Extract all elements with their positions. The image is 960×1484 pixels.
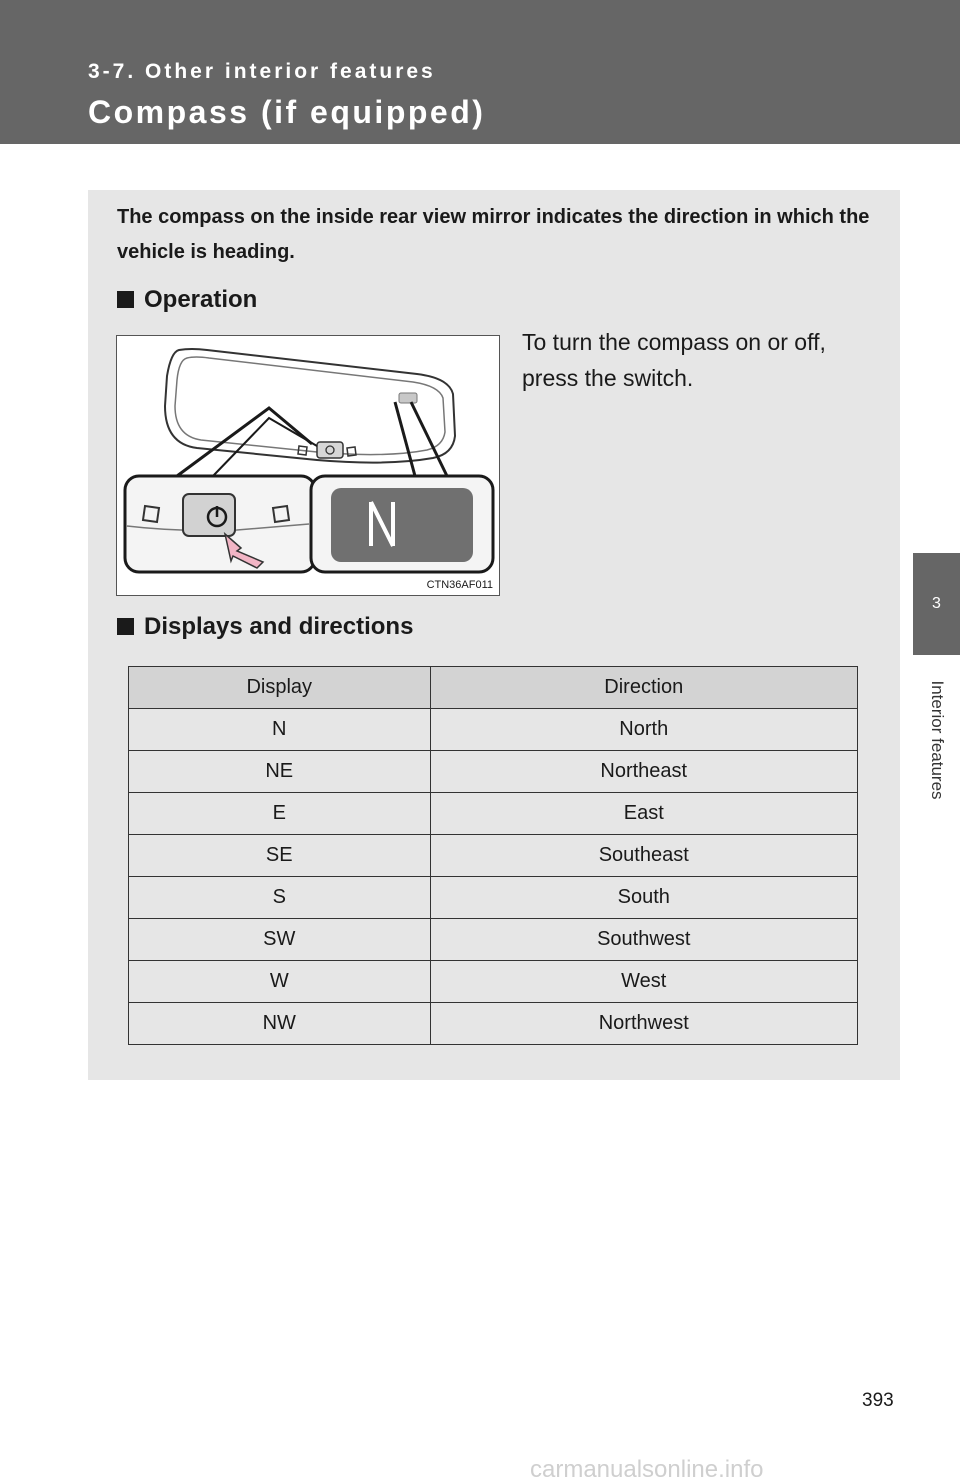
display-cell: SE	[129, 835, 431, 877]
direction-cell: South	[430, 877, 857, 919]
table-row	[129, 877, 858, 919]
table-row	[129, 793, 858, 835]
direction-cell: North	[430, 709, 857, 751]
displays-heading	[117, 613, 413, 641]
table-row	[129, 835, 858, 877]
display-cell: SW	[129, 919, 431, 961]
table-row	[129, 961, 858, 1003]
table-row	[129, 1003, 858, 1045]
section-number: 3-7. Other interior features	[88, 60, 436, 83]
chapter-tab-label-text: Interior features	[927, 680, 947, 800]
direction-cell: Northwest	[430, 1003, 857, 1045]
direction-cell: West	[430, 961, 857, 1003]
chapter-tab-label	[913, 655, 960, 825]
illustration-code: CTN36AF011	[426, 579, 493, 591]
directions-table	[128, 666, 858, 1045]
direction-cell: East	[430, 793, 857, 835]
bullet-square-icon	[117, 618, 134, 635]
display-cell: N	[129, 709, 431, 751]
chapter-tab-number[interactable]: 3	[913, 553, 960, 655]
direction-cell: Southeast	[430, 835, 857, 877]
displays-heading-text: Displays and directions	[144, 613, 414, 640]
display-cell: NE	[129, 751, 431, 793]
page-number: 393	[862, 1390, 894, 1411]
display-cell: NW	[129, 1003, 431, 1045]
display-cell: E	[129, 793, 431, 835]
page-header	[0, 0, 960, 144]
rear-view-mirror-icon	[117, 336, 499, 595]
direction-cell: Southwest	[430, 919, 857, 961]
mirror-illustration	[116, 335, 500, 596]
direction-cell: Northeast	[430, 751, 857, 793]
table-row	[129, 709, 858, 751]
table-header-row	[129, 667, 858, 709]
column-header-display: Display	[129, 667, 431, 709]
operation-heading	[117, 286, 257, 314]
table-row	[129, 751, 858, 793]
watermark-link[interactable]: carmanualsonline.info	[530, 1456, 764, 1483]
display-cell: S	[129, 877, 431, 919]
page-title: Compass (if equipped)	[88, 94, 486, 130]
column-header-direction: Direction	[430, 667, 857, 709]
operation-instruction: To turn the compass on or off, press the switch.	[522, 329, 826, 391]
display-cell: W	[129, 961, 431, 1003]
intro-text: The compass on the inside rear view mirror indicates the direction in which the vehicle is heading.	[117, 206, 870, 263]
bullet-square-icon	[117, 291, 134, 308]
operation-heading-text: Operation	[144, 286, 258, 313]
table-row	[129, 919, 858, 961]
